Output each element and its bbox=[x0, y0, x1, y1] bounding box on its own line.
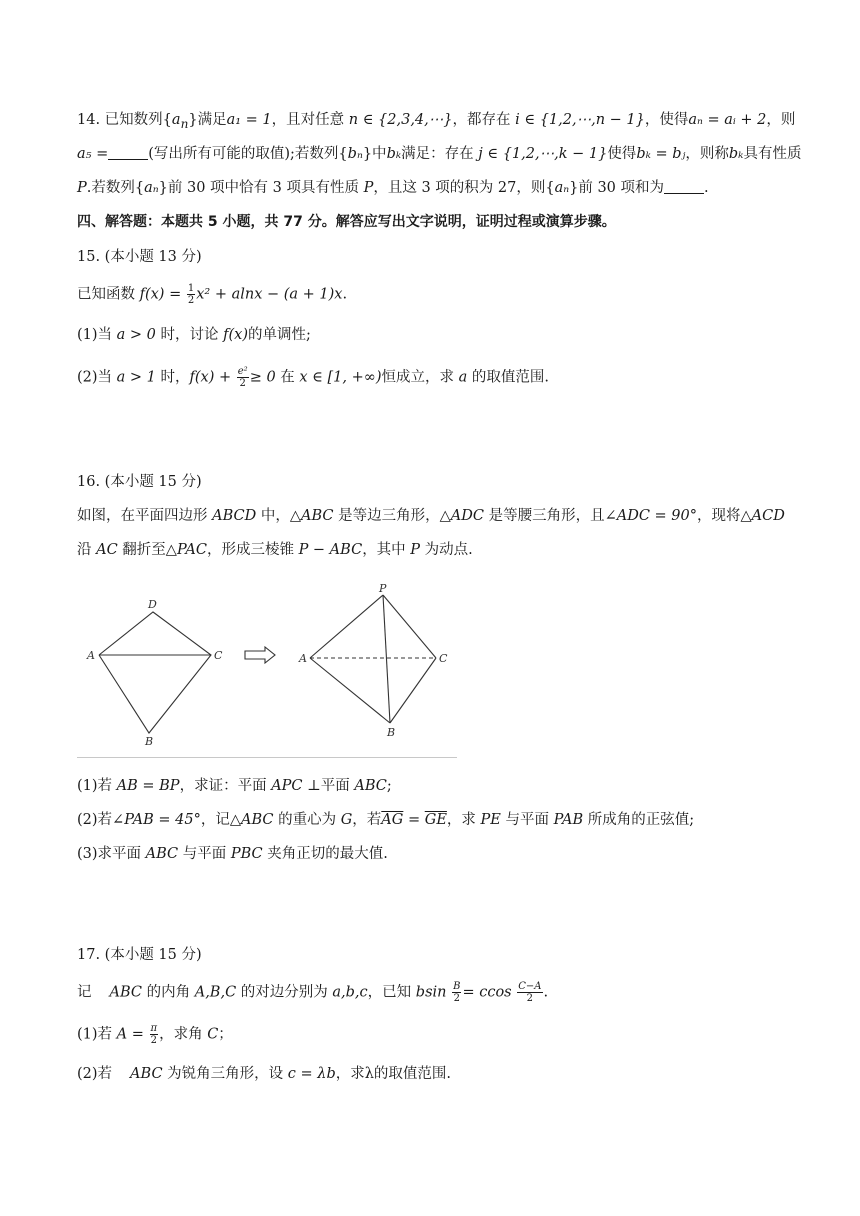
q17-text: ，求λ的取值范围. bbox=[335, 1066, 452, 1082]
q17-math: bsin bbox=[415, 984, 447, 1001]
q16-math: ABC bbox=[240, 812, 274, 828]
q17-math: c = λb bbox=[287, 1066, 336, 1082]
q16-text: ，若 bbox=[352, 812, 382, 828]
q16-math: PAB bbox=[553, 812, 584, 828]
q16-part1 bbox=[77, 776, 392, 796]
vector-ge: $\overline{GE}$ bbox=[424, 812, 447, 828]
q16-math: APC bbox=[271, 778, 303, 794]
q16-stem-line2 bbox=[77, 540, 473, 560]
q14-math: a₁ = 1 bbox=[226, 112, 272, 128]
q15-stem bbox=[77, 283, 347, 306]
q14-text: 具有性质 bbox=[743, 146, 802, 162]
q14-math: P bbox=[363, 180, 374, 196]
edge-pa bbox=[310, 595, 383, 658]
q16-text: 中，△ bbox=[256, 508, 301, 524]
q16-math: ACD bbox=[751, 508, 785, 524]
q15-math: a bbox=[458, 369, 468, 386]
q14-math: a bbox=[171, 112, 181, 128]
q17-text: 的对边分别为 bbox=[236, 984, 333, 1001]
q16-text: ，记△ bbox=[200, 812, 241, 828]
fraction-denominator: 2 bbox=[150, 1035, 157, 1046]
q14-line3 bbox=[77, 178, 709, 198]
q15-math: ≥ 0 bbox=[249, 369, 276, 386]
q15-part2 bbox=[77, 366, 549, 389]
q16-text: 所成角的正弦值; bbox=[583, 812, 695, 828]
q16-part2 bbox=[77, 810, 694, 830]
q16-text: 与平面 bbox=[500, 812, 554, 828]
geometry-figure bbox=[77, 580, 477, 750]
q14-math: aₙ bbox=[554, 180, 570, 196]
label-b: B bbox=[145, 735, 154, 748]
q17-part1 bbox=[77, 1023, 233, 1046]
q14-text: . bbox=[704, 180, 709, 196]
q15-math: a > 1 bbox=[116, 369, 156, 386]
q14-math: a₅ = bbox=[77, 146, 109, 162]
q15-text: 时， bbox=[155, 369, 190, 386]
q17-math: ABC bbox=[130, 1066, 163, 1082]
q16-math: PBC bbox=[230, 846, 263, 862]
q14-text: (写出所有可能的取值);若数列{ bbox=[148, 146, 348, 162]
label-b: B bbox=[387, 726, 396, 739]
q17-text: 的内角 bbox=[142, 984, 195, 1001]
q15-math: x² + alnx − (a + 1)x bbox=[196, 286, 343, 303]
q17-title: 17. (本小题 15 分) bbox=[77, 947, 202, 963]
q16-text: ，其中 bbox=[362, 542, 411, 558]
q17-math: a,b,c bbox=[332, 984, 368, 1001]
q16-stem-line1 bbox=[77, 506, 785, 526]
q16-math: ∠ADC = 90° bbox=[604, 508, 697, 524]
fraction-numerator: e² bbox=[237, 366, 248, 377]
q16-math: ∠PAB = 45° bbox=[112, 812, 201, 828]
q17-math: C bbox=[207, 1026, 219, 1043]
vector-ag: $\overline{AG}$ bbox=[381, 812, 404, 828]
edge-ab bbox=[310, 658, 390, 723]
q17-math: A,B,C bbox=[194, 984, 237, 1001]
q16-text: 是等边三角形，△ bbox=[333, 508, 451, 524]
fraction bbox=[517, 981, 542, 1004]
edge-pc bbox=[383, 595, 436, 658]
q15-math: a > 0 bbox=[116, 327, 156, 343]
q17-math: ABC bbox=[109, 984, 142, 1001]
q16-math: ABC bbox=[354, 778, 387, 794]
q15-text: 的单调性; bbox=[247, 327, 311, 343]
q16-text: 是等腰三角形，且 bbox=[483, 508, 605, 524]
q14-math: j ∈ {1,2,⋯,k − 1} bbox=[478, 146, 608, 162]
q16-text: 沿 bbox=[77, 542, 97, 558]
q14-math: aₙ bbox=[144, 180, 159, 196]
q16-math: PAC bbox=[176, 542, 207, 558]
q16-math: PE bbox=[480, 812, 501, 828]
fraction bbox=[452, 981, 461, 1004]
q16-math: ABC bbox=[301, 508, 334, 524]
q17-text: 为锐角三角形，设 bbox=[162, 1066, 288, 1082]
q17-math: = ccos bbox=[462, 984, 512, 1001]
q14-text: 满足：存在 bbox=[401, 146, 479, 162]
q14-text: ，使得 bbox=[644, 112, 689, 128]
q14-math: i ∈ {1,2,⋯,n − 1} bbox=[515, 112, 645, 128]
q16-text: ，求证：平面 bbox=[179, 778, 272, 794]
q15-math: f(x) bbox=[223, 327, 248, 343]
label-p: P bbox=[379, 582, 387, 595]
fraction bbox=[237, 366, 249, 389]
q16-math: AC bbox=[96, 542, 118, 558]
q15-text: 已知函数 bbox=[77, 286, 140, 303]
q16-math: P bbox=[410, 542, 421, 558]
q16-math: P − ABC bbox=[298, 542, 363, 558]
section-heading: 四、解答题：本题共 5 小题，共 77 分。解答应写出文字说明，证明过程或演算步骤。 bbox=[77, 214, 616, 230]
q17-part2 bbox=[77, 1064, 451, 1084]
figure-divider bbox=[77, 757, 457, 758]
q14-text: ，且对任意 bbox=[271, 112, 349, 128]
q16-text: 为动点. bbox=[420, 542, 473, 558]
q15-title: 15. (本小题 13 分) bbox=[77, 249, 202, 265]
answer-blank bbox=[664, 179, 704, 194]
q15-text: . bbox=[342, 286, 348, 303]
label-a: A bbox=[87, 649, 95, 662]
q14-math: n ∈ {2,3,4,⋯} bbox=[348, 112, 453, 128]
fraction-denominator: 2 bbox=[453, 993, 460, 1004]
q16-text: ，形成三棱锥 bbox=[206, 542, 299, 558]
q14-math: n bbox=[180, 116, 189, 131]
edge-pb bbox=[383, 595, 390, 723]
edge-cb bbox=[390, 658, 436, 723]
label-d: D bbox=[148, 598, 157, 611]
q16-text: ，现将△ bbox=[697, 508, 752, 524]
q16-text: 如图，在平面四边形 bbox=[77, 508, 213, 524]
fraction-denominator: 2 bbox=[526, 993, 534, 1004]
fold-arrow-icon bbox=[245, 647, 275, 663]
q14-math: bₖ = bⱼ bbox=[636, 146, 686, 162]
q17-text: ，已知 bbox=[367, 984, 416, 1001]
q15-text: (1)当 bbox=[77, 327, 117, 343]
q14-line1 bbox=[77, 110, 795, 134]
q16-text: ⊥平面 bbox=[302, 778, 355, 794]
q14-text: 14. 已知数列{ bbox=[77, 112, 172, 128]
q17-text: (1)若 bbox=[77, 1026, 117, 1043]
q14-text: ，则称 bbox=[685, 146, 729, 162]
q17-text: 记 bbox=[77, 984, 92, 1001]
q14-text: }中 bbox=[362, 146, 387, 162]
q14-text: ，都存在 bbox=[452, 112, 516, 128]
q15-math: f(x) = bbox=[139, 286, 182, 303]
fraction-numerator: B bbox=[453, 981, 461, 992]
q16-title: 16. (本小题 15 分) bbox=[77, 474, 202, 490]
fraction bbox=[150, 1023, 159, 1046]
label-a: A bbox=[299, 652, 307, 665]
fraction-denominator: 2 bbox=[187, 295, 195, 306]
q14-text: 使得 bbox=[607, 146, 637, 162]
q14-math: P bbox=[77, 180, 87, 196]
q15-math: x ∈ [1, +∞) bbox=[299, 369, 382, 386]
q16-text: = bbox=[403, 812, 425, 828]
q16-text: ，求 bbox=[446, 812, 481, 828]
q17-stem bbox=[77, 981, 548, 1004]
q16-text: 与平面 bbox=[178, 846, 231, 862]
fraction-denominator: 2 bbox=[239, 378, 246, 389]
q15-text: 时，讨论 bbox=[155, 327, 224, 343]
q14-math: bₖ bbox=[728, 146, 744, 162]
q14-text: ，则 bbox=[766, 112, 796, 128]
q14-math: bₖ bbox=[386, 146, 402, 162]
q16-math: ADC bbox=[450, 508, 484, 524]
q14-text: }前 30 项中恰有 3 项具有性质 bbox=[158, 180, 364, 196]
q14-line2 bbox=[77, 144, 801, 164]
q16-math: G bbox=[340, 812, 353, 828]
q14-math: aₙ = aᵢ + 2 bbox=[688, 112, 767, 128]
q16-part3 bbox=[77, 844, 388, 864]
q16-text: 翻折至△ bbox=[117, 542, 177, 558]
q16-text: ; bbox=[386, 778, 392, 794]
q14-math: bₙ bbox=[347, 146, 363, 162]
q15-text: 的取值范围. bbox=[467, 369, 549, 386]
q16-math: AB = BP bbox=[116, 778, 180, 794]
q15-math: f(x) + bbox=[189, 369, 232, 386]
q17-text: ，求角 bbox=[159, 1026, 208, 1043]
q16-text: (3)求平面 bbox=[77, 846, 146, 862]
q14-text: ，且这 3 项的积为 27，则{ bbox=[373, 180, 555, 196]
q16-text: 夹角正切的最大值. bbox=[262, 846, 388, 862]
q15-part1 bbox=[77, 325, 311, 345]
label-c: C bbox=[439, 652, 448, 665]
q17-math: A = bbox=[116, 1026, 144, 1043]
q17-text: ； bbox=[218, 1026, 233, 1043]
q14-text: .若数列{ bbox=[86, 180, 145, 196]
q15-text: 恒成立，求 bbox=[381, 369, 459, 386]
q17-text: (2)若 bbox=[77, 1066, 113, 1082]
fraction-numerator: C−A bbox=[518, 981, 542, 992]
fraction-numerator: 1 bbox=[187, 283, 195, 294]
fraction-numerator: π bbox=[150, 1023, 158, 1034]
label-c: C bbox=[214, 649, 223, 662]
q15-text: (2)当 bbox=[77, 369, 117, 386]
answer-blank bbox=[108, 145, 148, 160]
q16-math: ABC bbox=[145, 846, 179, 862]
q14-text: }前 30 项和为 bbox=[569, 180, 665, 196]
q16-text: (2)若 bbox=[77, 812, 113, 828]
q17-text: . bbox=[543, 984, 549, 1001]
q14-text: }满足 bbox=[188, 112, 227, 128]
q16-math: ABCD bbox=[212, 508, 257, 524]
quadrilateral-abcd bbox=[99, 612, 211, 733]
q16-text: (1)若 bbox=[77, 778, 117, 794]
q16-text: 的重心为 bbox=[273, 812, 341, 828]
q15-text: 在 bbox=[275, 369, 300, 386]
fraction bbox=[187, 283, 195, 306]
